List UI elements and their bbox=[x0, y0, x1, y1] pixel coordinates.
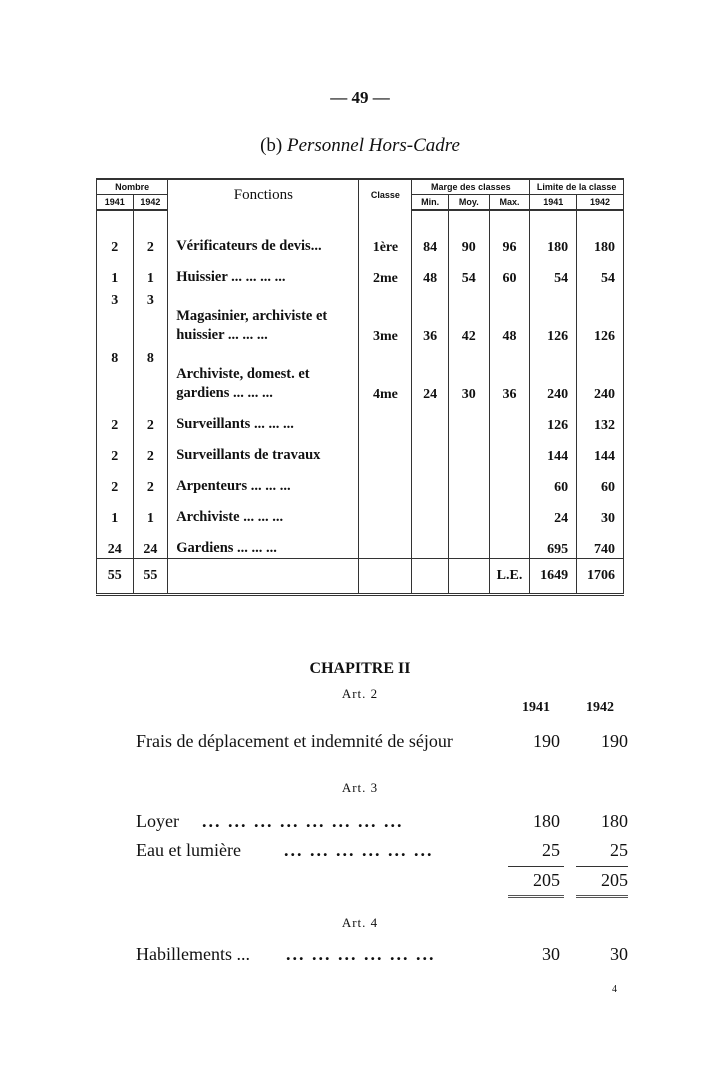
year-1941-label: 1941 bbox=[522, 700, 550, 715]
line-value-1942: 30 bbox=[610, 944, 628, 964]
cell-max: 36 bbox=[489, 345, 530, 403]
subtitle-title: Personnel Hors-Cadre bbox=[286, 135, 460, 156]
table-row bbox=[97, 210, 624, 256]
cell-l1941: 126 bbox=[530, 403, 577, 434]
cell-moy bbox=[448, 434, 489, 465]
cell-fonction: Vérificateurs de devis... bbox=[168, 210, 359, 256]
cell-max: 96 bbox=[489, 210, 530, 256]
cell-classe bbox=[359, 527, 412, 559]
header-limite: Limite de la classe bbox=[530, 179, 624, 195]
cell-fonction: Surveillants de travaux bbox=[168, 434, 359, 465]
section-subtitle bbox=[0, 135, 720, 157]
cell-n1942: 2 bbox=[133, 465, 168, 496]
line-value-1941: 190 bbox=[533, 731, 560, 751]
personnel-table bbox=[96, 178, 624, 596]
cell-max bbox=[489, 496, 530, 527]
table-total-row bbox=[97, 559, 624, 595]
art3-title: Art. 3 bbox=[341, 780, 379, 795]
cell-moy: 30 bbox=[448, 345, 489, 403]
cell-min bbox=[412, 496, 449, 527]
header-nombre: Nombre bbox=[97, 179, 168, 195]
cell-fonction: Arpenteurs ... ... ... bbox=[168, 465, 359, 496]
header-year-1941: 1941 bbox=[97, 195, 134, 211]
cell-classe bbox=[359, 496, 412, 527]
leader-dots: ... ... ... ... ... ... bbox=[286, 944, 436, 964]
total-fonction-empty bbox=[168, 559, 359, 595]
sum-rule-1942 bbox=[576, 866, 628, 867]
cell-min bbox=[412, 527, 449, 559]
cell-n1942: 2 bbox=[133, 210, 168, 256]
cell-l1942: 144 bbox=[577, 434, 624, 465]
table-row bbox=[97, 465, 624, 496]
cell-n1942: 1 bbox=[133, 496, 168, 527]
header-min: Min. bbox=[412, 195, 449, 211]
cell-classe: 1ère bbox=[359, 210, 412, 256]
cell-n1942: 1 bbox=[133, 256, 168, 287]
line-value-1942: 180 bbox=[601, 811, 628, 831]
art4-line bbox=[136, 944, 628, 970]
cell-l1942: 30 bbox=[577, 496, 624, 527]
leader-dots: ... ... ... ... ... ... ... ... bbox=[202, 811, 404, 831]
cell-l1941: 144 bbox=[530, 434, 577, 465]
cell-min bbox=[412, 434, 449, 465]
cell-l1941: 240 bbox=[530, 345, 577, 403]
cell-moy: 90 bbox=[448, 210, 489, 256]
cell-classe bbox=[359, 434, 412, 465]
cell-fonction: Archiviste, domest. et gardiens ... ... ... bbox=[168, 345, 359, 403]
cell-classe: 4me bbox=[359, 345, 412, 403]
total-n1942: 55 bbox=[133, 559, 168, 595]
art3-total bbox=[136, 870, 628, 896]
line-label: Frais de déplacement et indemnité de séjour bbox=[136, 731, 453, 751]
total-value-1941: 205 bbox=[533, 870, 560, 890]
total-classe-empty bbox=[359, 559, 412, 595]
cell-classe bbox=[359, 465, 412, 496]
table-row bbox=[97, 345, 624, 403]
table-row bbox=[97, 403, 624, 434]
cell-moy bbox=[448, 465, 489, 496]
cell-max bbox=[489, 465, 530, 496]
cell-n1942: 24 bbox=[133, 527, 168, 559]
cell-n1941: 2 bbox=[97, 465, 134, 496]
art3-line-loyer bbox=[136, 811, 628, 837]
cell-min bbox=[412, 465, 449, 496]
header-year-1942: 1942 bbox=[133, 195, 168, 211]
cell-n1941: 3 bbox=[97, 287, 134, 345]
cell-fonction: Surveillants ... ... ... bbox=[168, 403, 359, 434]
signature-mark: 4 bbox=[612, 984, 617, 995]
cell-l1942: 60 bbox=[577, 465, 624, 496]
total-min-empty bbox=[412, 559, 449, 595]
cell-max bbox=[489, 403, 530, 434]
cell-min bbox=[412, 403, 449, 434]
cell-l1942: 740 bbox=[577, 527, 624, 559]
art3-line-eau bbox=[136, 840, 628, 866]
header-fonctions: Fonctions bbox=[168, 179, 359, 210]
cell-l1941: 180 bbox=[530, 210, 577, 256]
cell-classe: 3me bbox=[359, 287, 412, 345]
cell-n1941: 2 bbox=[97, 210, 134, 256]
art2-line bbox=[136, 731, 628, 757]
total-le: L.E. bbox=[489, 559, 530, 595]
cell-n1941: 2 bbox=[97, 403, 134, 434]
subtitle-prefix: (b) bbox=[260, 135, 283, 156]
header-max: Max. bbox=[489, 195, 530, 211]
cell-min: 48 bbox=[412, 256, 449, 287]
total-l1942: 1706 bbox=[577, 559, 624, 595]
cell-n1941: 1 bbox=[97, 496, 134, 527]
line-value-1941: 25 bbox=[542, 840, 560, 860]
line-value-1942: 190 bbox=[601, 731, 628, 751]
line-value-1942: 25 bbox=[610, 840, 628, 860]
cell-l1942: 240 bbox=[577, 345, 624, 403]
cell-l1942: 132 bbox=[577, 403, 624, 434]
art4-title: Art. 4 bbox=[341, 915, 379, 930]
total-moy-empty bbox=[448, 559, 489, 595]
cell-n1942: 3 bbox=[133, 287, 168, 345]
cell-min: 84 bbox=[412, 210, 449, 256]
cell-l1941: 60 bbox=[530, 465, 577, 496]
line-value-1941: 30 bbox=[542, 944, 560, 964]
leader-dots: ... ... ... ... ... ... bbox=[284, 840, 434, 860]
cell-max: 60 bbox=[489, 256, 530, 287]
cell-l1942: 126 bbox=[577, 287, 624, 345]
cell-moy bbox=[448, 496, 489, 527]
cell-n1942: 8 bbox=[133, 345, 168, 403]
line-label: Loyer bbox=[136, 811, 179, 831]
table-row bbox=[97, 496, 624, 527]
cell-max bbox=[489, 527, 530, 559]
cell-l1941: 24 bbox=[530, 496, 577, 527]
cell-min: 36 bbox=[412, 287, 449, 345]
art2-title: Art. 2 bbox=[341, 686, 379, 701]
total-n1941: 55 bbox=[97, 559, 134, 595]
cell-n1942: 2 bbox=[133, 403, 168, 434]
cell-moy bbox=[448, 403, 489, 434]
header-limit-1942: 1942 bbox=[577, 195, 624, 211]
cell-n1941: 24 bbox=[97, 527, 134, 559]
cell-max: 48 bbox=[489, 287, 530, 345]
total-double-rule-1942 bbox=[576, 895, 628, 898]
header-moy: Moy. bbox=[448, 195, 489, 211]
personnel-table-wrapper bbox=[96, 178, 624, 596]
table-row bbox=[97, 527, 624, 559]
cell-l1942: 180 bbox=[577, 210, 624, 256]
cell-moy: 54 bbox=[448, 256, 489, 287]
total-l1941: 1649 bbox=[530, 559, 577, 595]
chapter-title: CHAPITRE II bbox=[309, 660, 411, 677]
total-double-rule-1941 bbox=[508, 895, 564, 898]
line-label: Eau et lumière bbox=[136, 840, 241, 860]
table-row bbox=[97, 434, 624, 465]
cell-n1941: 8 bbox=[97, 345, 134, 403]
cell-fonction: Huissier ... ... ... ... bbox=[168, 256, 359, 287]
cell-min: 24 bbox=[412, 345, 449, 403]
header-limit-1941: 1941 bbox=[530, 195, 577, 211]
header-marge: Marge des classes bbox=[412, 179, 530, 195]
cell-l1941: 126 bbox=[530, 287, 577, 345]
header-classe: Classe bbox=[359, 179, 412, 210]
cell-moy: 42 bbox=[448, 287, 489, 345]
cell-fonction: Archiviste ... ... ... bbox=[168, 496, 359, 527]
page-number: — 49 — bbox=[330, 88, 390, 107]
cell-fonction: Gardiens ... ... ... bbox=[168, 527, 359, 559]
line-value-1941: 180 bbox=[533, 811, 560, 831]
line-label: Habillements ... bbox=[136, 944, 250, 964]
cell-moy bbox=[448, 527, 489, 559]
cell-classe: 2me bbox=[359, 256, 412, 287]
cell-l1942: 54 bbox=[577, 256, 624, 287]
total-value-1942: 205 bbox=[601, 870, 628, 890]
sum-rule-1941 bbox=[508, 866, 564, 867]
table-row bbox=[97, 256, 624, 287]
year-1942-label: 1942 bbox=[586, 700, 614, 715]
cell-classe bbox=[359, 403, 412, 434]
cell-l1941: 54 bbox=[530, 256, 577, 287]
cell-fonction: Magasinier, archiviste et huissier ... ... ... bbox=[168, 287, 359, 345]
cell-n1941: 2 bbox=[97, 434, 134, 465]
cell-n1941: 1 bbox=[97, 256, 134, 287]
cell-max bbox=[489, 434, 530, 465]
cell-n1942: 2 bbox=[133, 434, 168, 465]
table-row bbox=[97, 287, 624, 345]
cell-l1941: 695 bbox=[530, 527, 577, 559]
